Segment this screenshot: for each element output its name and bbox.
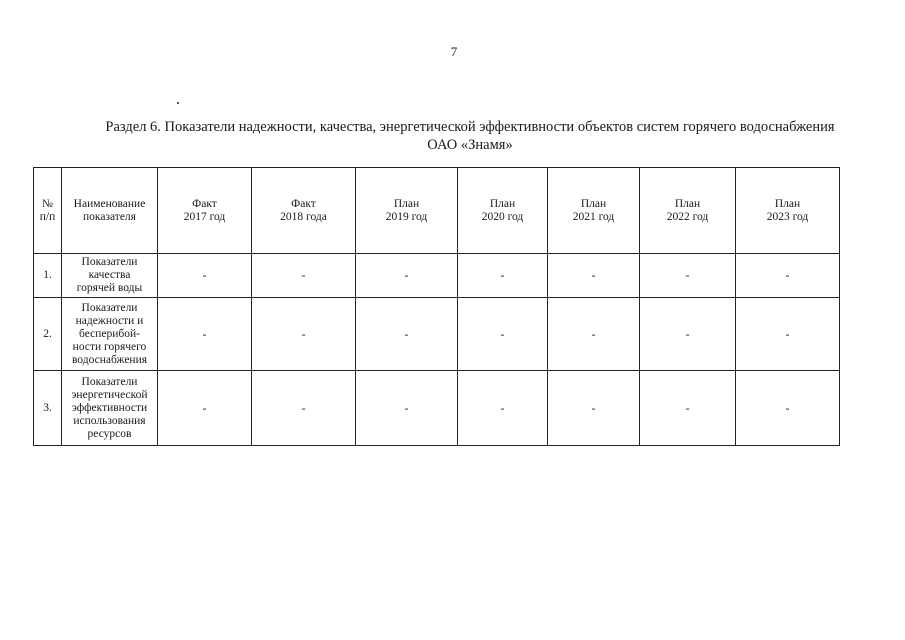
header-line: п/п [39, 210, 56, 223]
row-number-cell: 3. [34, 371, 62, 446]
header-cell-plan-2023 [736, 168, 840, 254]
header-line: 2019 год [385, 210, 428, 223]
header-cell-plan-2021 [548, 168, 640, 254]
header-line: План [393, 197, 420, 210]
header-line: План [580, 197, 607, 210]
page-number: 7 [450, 44, 458, 59]
header-line: 2020 год [481, 210, 524, 223]
indicator-name-line: энергетической [71, 388, 148, 401]
section-title-line-2: ОАО «Знамя» [427, 137, 513, 153]
header-line: Наименование [73, 197, 146, 210]
header-line: № [42, 197, 53, 210]
header-line: План [489, 197, 516, 210]
indicator-name-line: использования [73, 414, 146, 427]
value-cell: - [356, 254, 458, 298]
indicator-name-cell [62, 298, 158, 371]
header-line: 2022 год [666, 210, 709, 223]
value-cell: - [458, 298, 548, 371]
value-cell: - [548, 371, 640, 446]
header-line: 2017 год [183, 210, 226, 223]
value-cell: - [458, 371, 548, 446]
value-cell: - [458, 254, 548, 298]
table-row [34, 254, 840, 298]
header-line: План [774, 197, 801, 210]
value-cell: - [252, 371, 356, 446]
header-cell-name [62, 168, 158, 254]
value-cell: - [736, 254, 840, 298]
indicator-name-line: надежности и [75, 314, 144, 327]
header-cell-plan-2020 [458, 168, 548, 254]
indicator-name-line: качества [88, 269, 131, 281]
header-line: 2018 года [280, 210, 327, 223]
value-cell: - [640, 298, 736, 371]
section-title-line-1: Раздел 6. Показатели надежности, качества, энергетической эффективности объектов систем горячего водоснабжения [105, 119, 835, 135]
table-row [34, 298, 840, 371]
header-cell-number [34, 168, 62, 254]
value-cell: - [158, 371, 252, 446]
indicator-name-line: Показатели [81, 256, 138, 268]
value-cell: - [158, 254, 252, 298]
header-line: показателя [83, 210, 136, 223]
header-line: План [674, 197, 701, 210]
row-number-cell: 2. [34, 298, 62, 371]
header-cell-fact-2017 [158, 168, 252, 254]
value-cell: - [736, 371, 840, 446]
indicators-table [33, 167, 840, 446]
value-cell: - [158, 298, 252, 371]
indicator-name-line: эффективности [71, 401, 148, 414]
value-cell: - [548, 298, 640, 371]
indicator-name-line: водоснабжения [71, 353, 148, 366]
indicator-name-cell [62, 371, 158, 446]
value-cell: - [640, 371, 736, 446]
indicator-name-line: Показатели [81, 301, 138, 314]
value-cell: - [640, 254, 736, 298]
header-line: Факт [291, 197, 316, 210]
value-cell: - [252, 254, 356, 298]
header-line: 2021 год [572, 210, 615, 223]
header-cell-fact-2018 [252, 168, 356, 254]
table-row [34, 371, 840, 446]
value-cell: - [356, 298, 458, 371]
value-cell: - [356, 371, 458, 446]
row-number-cell: 1. [34, 254, 62, 298]
value-cell: - [736, 298, 840, 371]
indicator-name-cell [62, 254, 158, 298]
section-title [80, 118, 860, 154]
header-cell-plan-2019 [356, 168, 458, 254]
indicator-name-line: ности горячего [72, 340, 147, 353]
indicator-name-line: ресурсов [87, 427, 132, 440]
table-header-row [34, 168, 840, 254]
header-line: 2023 год [766, 210, 809, 223]
header-line: Факт [192, 197, 217, 210]
indicator-name-line: бесперибой- [79, 327, 140, 340]
scan-speck [177, 102, 179, 104]
indicator-name-line: Показатели [81, 375, 138, 388]
value-cell: - [548, 254, 640, 298]
header-cell-plan-2022 [640, 168, 736, 254]
indicator-name-line: горячей воды [76, 282, 143, 294]
value-cell: - [252, 298, 356, 371]
